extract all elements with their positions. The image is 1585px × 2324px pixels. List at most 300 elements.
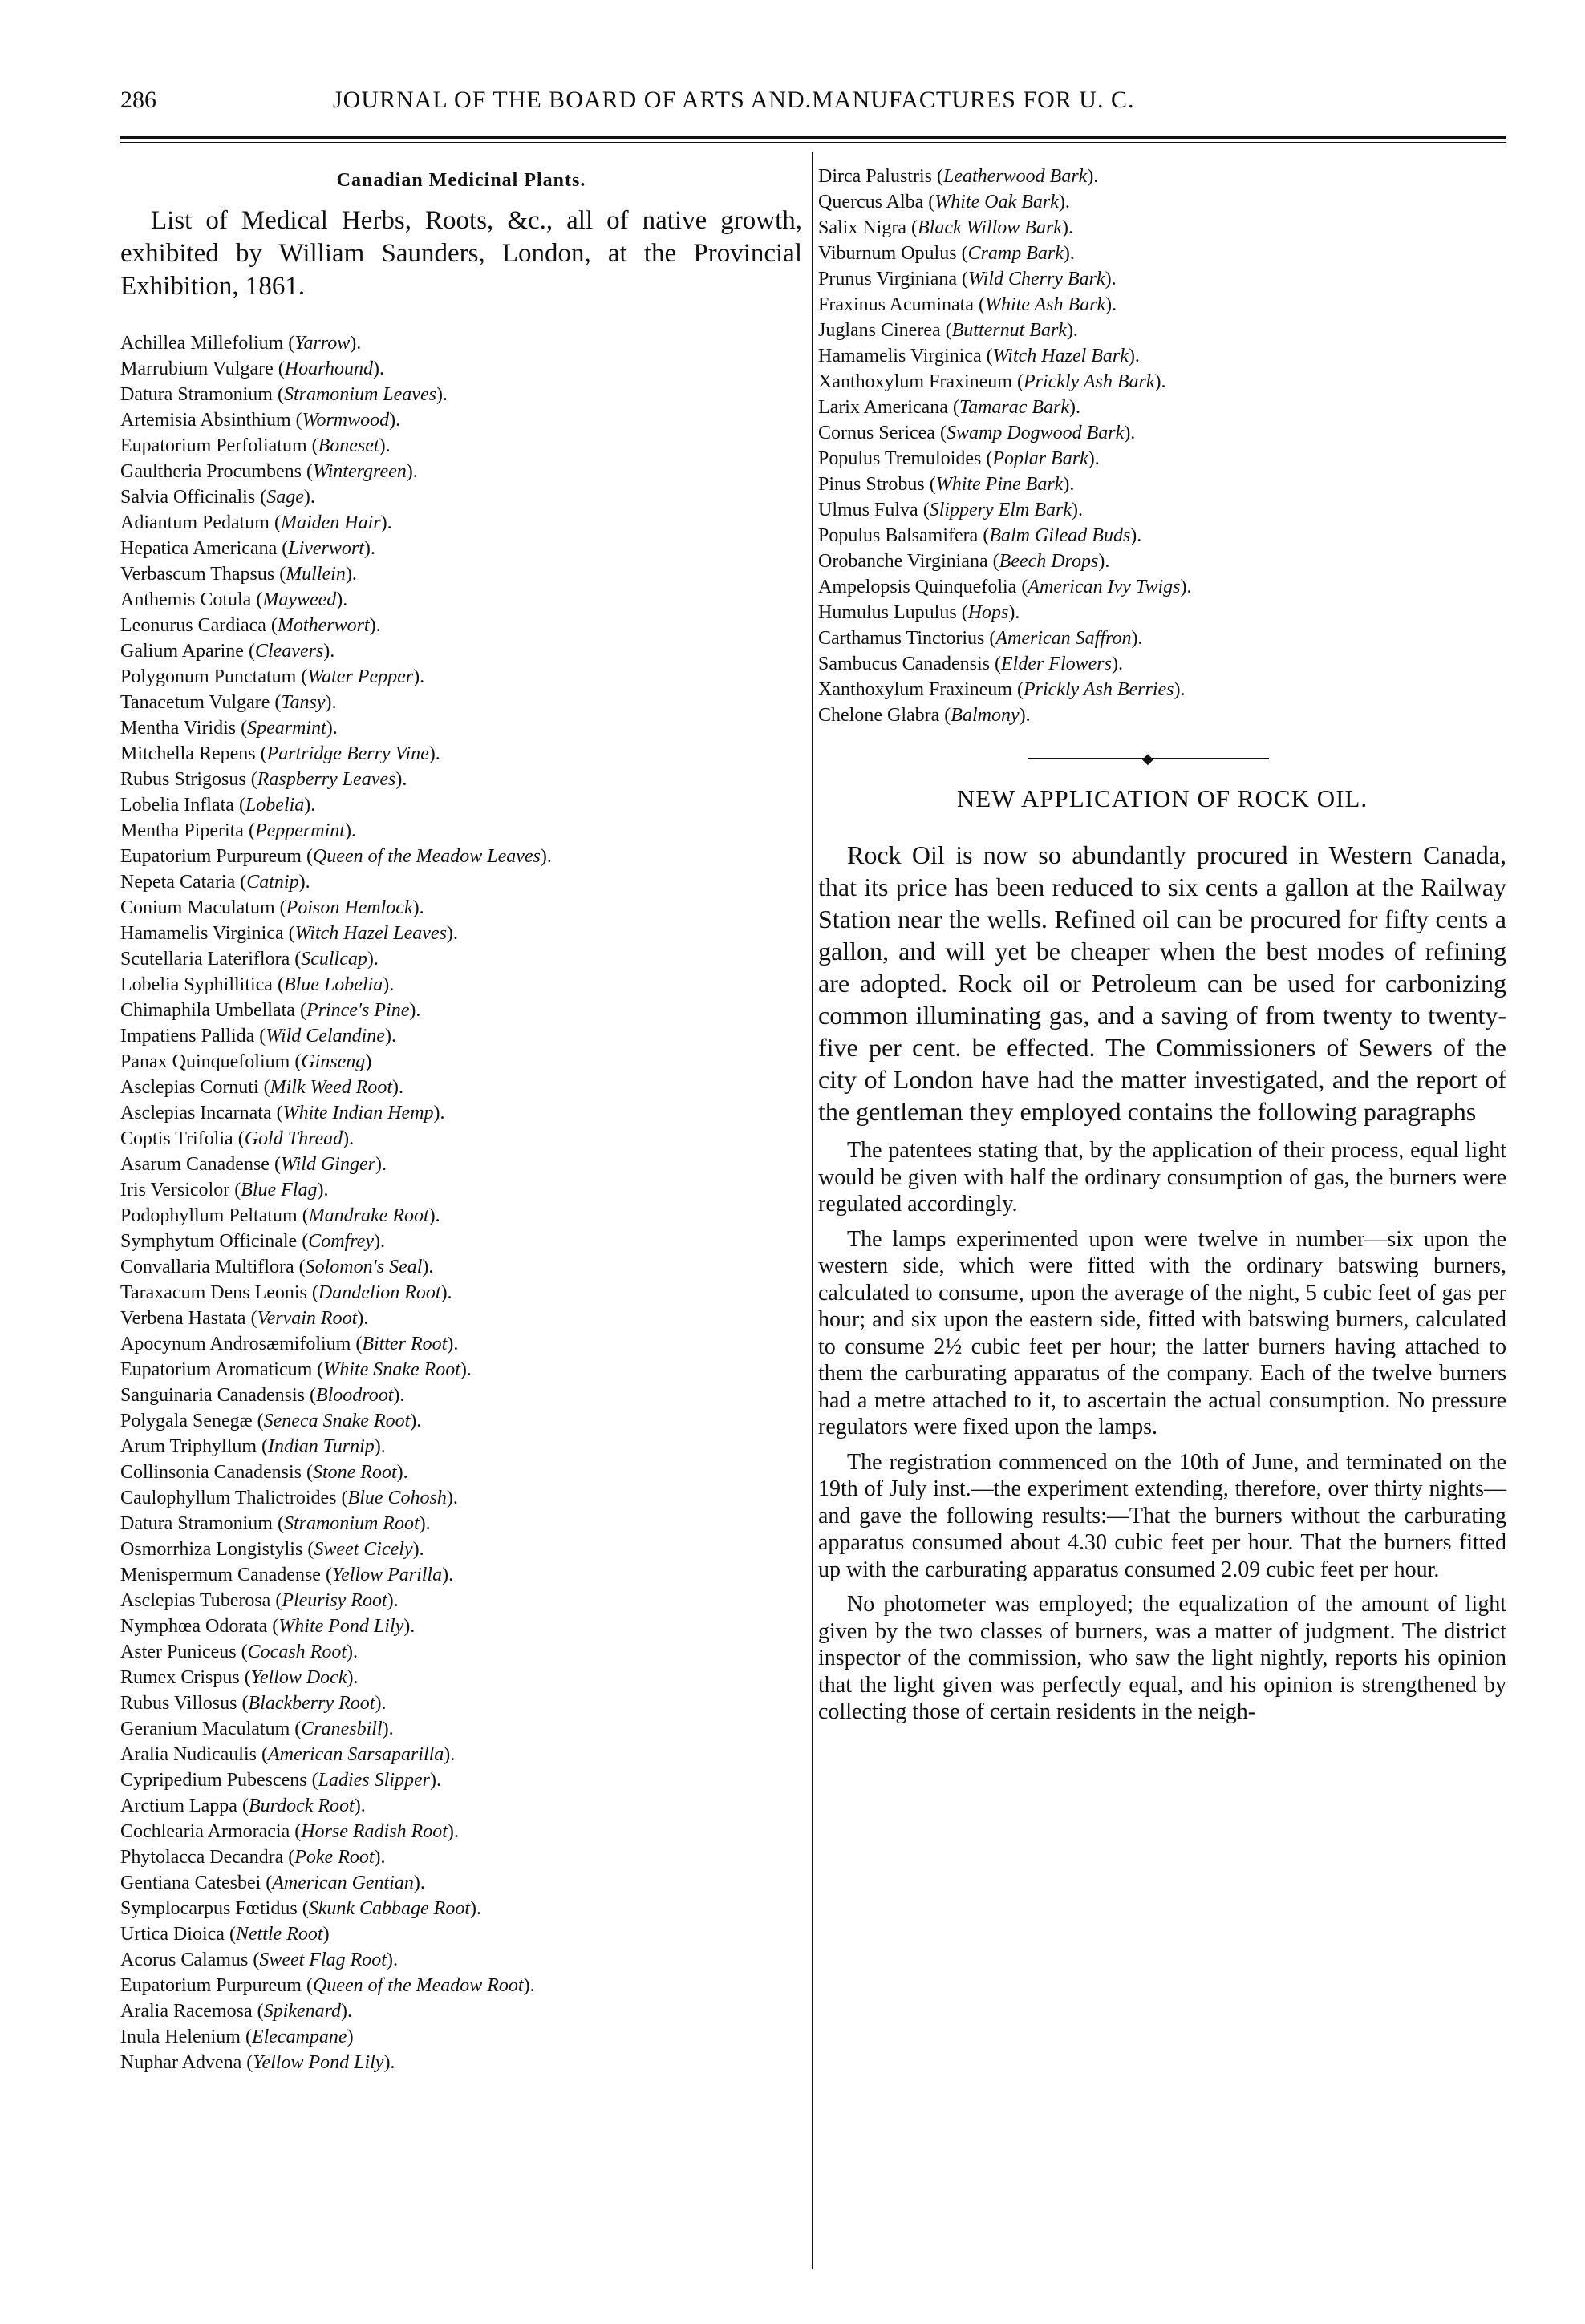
plant-entry-close: ). [1098, 551, 1110, 572]
plant-entry-close: ). [1174, 679, 1186, 700]
plant-entry: Asclepias Incarnata (White Indian Hemp). [120, 1103, 445, 1124]
plant-latin-name: Panax Quinquefolium [120, 1051, 290, 1072]
plant-common-name: Mandrake Root [308, 1205, 429, 1226]
plant-entry: Tanacetum Vulgare (Tansy). [120, 692, 337, 713]
plant-common-name: Peppermint [254, 820, 345, 841]
plant-entry-close: ). [1087, 166, 1099, 187]
plant-list-left [120, 330, 802, 2075]
plant-common-name: Slippery Elm Bark [929, 500, 1072, 520]
plant-common-name: Blue Cohosh [347, 1488, 447, 1508]
plant-entry: Arum Triphyllum (Indian Turnip). [120, 1436, 386, 1457]
plant-entry: Coptis Trifolia (Gold Thread). [120, 1128, 355, 1149]
plant-entry: Xanthoxylum Fraxineum (Prickly Ash Berries). [818, 679, 1186, 700]
plant-entry: Podophyllum Peltatum (Mandrake Root). [120, 1205, 440, 1226]
left-column [120, 160, 802, 2075]
plant-entry: Verbascum Thapsus (Mullein). [120, 564, 357, 585]
plant-latin-name: Populus Balsamifera [818, 525, 979, 546]
plant-entry: Gaultheria Procumbens (Wintergreen). [120, 461, 418, 482]
plant-entry-close: ). [446, 1488, 458, 1508]
plant-latin-name: Verbascum Thapsus [120, 564, 275, 585]
plant-entry: Aster Puniceus (Cocash Root). [120, 1642, 358, 1662]
plant-common-name: Poplar Bark [992, 448, 1088, 469]
plant-common-name: Indian Turnip [268, 1436, 375, 1457]
plant-entry: Taraxacum Dens Leonis (Dandelion Root). [120, 1282, 452, 1303]
plant-entry-close: ). [384, 1026, 396, 1047]
plant-latin-name: Nymphœa Odorata [120, 1616, 268, 1637]
plant-latin-name: Symphytum Officinale [120, 1231, 298, 1252]
plant-common-name: Dandelion Root [318, 1282, 441, 1303]
plant-entry-close: ). [1128, 346, 1140, 366]
plant-entry: Dirca Palustris (Leatherwood Bark). [818, 166, 1099, 187]
plant-entry-close: ). [1063, 474, 1075, 495]
plant-entry-close: ). [380, 512, 392, 533]
plant-latin-name: Convallaria Multiflora [120, 1257, 294, 1277]
header-rule-bottom [120, 142, 1506, 143]
plant-latin-name: Lobelia Inflata [120, 795, 234, 816]
plant-entry-close: ). [442, 1565, 454, 1585]
plant-entry-close: ). [1180, 577, 1192, 597]
plant-entry-close: ). [540, 846, 552, 867]
plant-entry: Lobelia Syphillitica (Blue Lobelia). [120, 974, 395, 995]
plant-common-name: American Gentian [272, 1873, 414, 1893]
plant-entry-close: ). [1019, 705, 1031, 726]
plant-entry: Hepatica Americana (Liverwort). [120, 538, 375, 559]
plant-common-name: Nettle Root [235, 1924, 323, 1945]
plant-latin-name: Chimaphila Umbellata [120, 1000, 295, 1021]
plant-entry: Juglans Cinerea (Butternut Bark). [818, 320, 1078, 341]
plant-latin-name: Rubus Villosus [120, 1693, 237, 1714]
plant-entry-close: ). [372, 358, 384, 379]
plant-latin-name: Lobelia Syphillitica [120, 974, 273, 995]
plant-latin-name: Dirca Palustris [818, 166, 932, 187]
plant-common-name: Spearmint [247, 718, 326, 739]
plant-entry-close: ). [1124, 423, 1136, 443]
plant-common-name: Prince's Pine [306, 1000, 410, 1021]
plant-entry: Aralia Nudicaulis (American Sarsaparilla). [120, 1744, 456, 1765]
plant-latin-name: Gaultheria Procumbens [120, 461, 302, 482]
plant-entry-close: ). [303, 487, 315, 508]
plant-entry-close: ). [375, 1154, 387, 1175]
plant-latin-name: Xanthoxylum Fraxineum [818, 371, 1012, 392]
plant-common-name: Scullcap [301, 949, 367, 970]
plant-common-name: Poison Hemlock [286, 897, 413, 918]
plant-common-name: White Pond Lily [278, 1616, 404, 1637]
column-divider [812, 152, 813, 2269]
plant-common-name: Solomon's Seal [305, 1257, 423, 1277]
plant-latin-name: Artemisia Absinthium [120, 410, 291, 431]
plant-latin-name: Xanthoxylum Fraxineum [818, 679, 1012, 700]
plant-entry-close: ). [1105, 294, 1117, 315]
plant-latin-name: Larix Americana [818, 397, 948, 418]
plant-latin-name: Aralia Nudicaulis [120, 1744, 257, 1765]
plant-common-name: American Saffron [995, 628, 1132, 649]
plant-entry: Datura Stramonium (Stramonium Root). [120, 1513, 431, 1534]
plant-entry: Mitchella Repens (Partridge Berry Vine). [120, 743, 440, 764]
plant-common-name: Wormwood [302, 410, 390, 431]
plant-latin-name: Menispermum Canadense [120, 1565, 321, 1585]
plant-entry: Impatiens Pallida (Wild Celandine). [120, 1026, 396, 1047]
plant-common-name: Sage [266, 487, 304, 508]
plant-common-name: Wintergreen [312, 461, 407, 482]
plant-latin-name: Iris Versicolor [120, 1180, 230, 1200]
plant-entry-close: ) [365, 1051, 372, 1072]
plant-latin-name: Galium Aparine [120, 641, 244, 662]
plant-entry-close: ). [325, 692, 337, 713]
plant-latin-name: Hamamelis Virginica [818, 346, 982, 366]
plant-common-name: Yellow Parilla [331, 1565, 443, 1585]
plant-latin-name: Prunus Virginiana [818, 269, 958, 289]
plant-common-name: White Pine Bark [935, 474, 1064, 495]
plant-latin-name: Salix Nigra [818, 217, 906, 238]
plant-common-name: Balm Gilead Buds [989, 525, 1131, 546]
plant-entry: Symplocarpus Fœtidus (Skunk Cabbage Root). [120, 1898, 481, 1919]
plant-latin-name: Osmorrhiza Longistylis [120, 1539, 303, 1560]
plant-entry: Chimaphila Umbellata (Prince's Pine). [120, 1000, 421, 1021]
plant-latin-name: Tanacetum Vulgare [120, 692, 270, 713]
plant-latin-name: Populus Tremuloides [818, 448, 982, 469]
plant-entry: Panax Quinquefolium (Ginseng) [120, 1051, 372, 1072]
plant-latin-name: Asclepias Incarnata [120, 1103, 272, 1124]
plant-common-name: Cocash Root [247, 1642, 347, 1662]
plant-latin-name: Acorus Calamus [120, 1949, 249, 1970]
plant-common-name: Yellow Pond Lily [253, 2052, 384, 2073]
plant-latin-name: Hamamelis Virginica [120, 923, 284, 944]
plant-common-name: Cramp Bark [967, 243, 1064, 264]
plant-entry-close: ) [347, 2026, 354, 2047]
plant-latin-name: Conium Maculatum [120, 897, 275, 918]
plant-entry: Caulophyllum Thalictroides (Blue Cohosh). [120, 1488, 458, 1508]
plant-common-name: Tamarac Bark [959, 397, 1070, 418]
plant-entry-close: ). [436, 384, 448, 405]
plant-common-name: Balmony [951, 705, 1020, 726]
plant-common-name: White Oak Bark [934, 192, 1059, 213]
article-lead [818, 839, 1506, 1128]
plant-entry-close: ). [346, 1642, 358, 1662]
plant-latin-name: Pinus Strobus [818, 474, 925, 495]
plant-latin-name: Fraxinus Acuminata [818, 294, 974, 315]
plant-latin-name: Aster Puniceus [120, 1642, 237, 1662]
report-paragraph: The lamps experimented upon were twelve in number—six upon the western side, which were fitted with the ordinary batswing burners, calculated to consume, upon the average of the night, 5 cubic feet of gas per hour; and six upon the eastern side, fitted with batswing burners, calculated to consume 2½ cubic feet per hour; the latter burners having attached to them the carburating apparatus of the company. Each of the twelve burners had a metre attached to it, to ascertain the actual consumption. No pressure regulators were fixed upon the lamps. [818, 1226, 1506, 1439]
plant-entry-close: ). [383, 974, 395, 995]
plant-entry: Phytolacca Decandra (Poke Root). [120, 1847, 386, 1868]
plant-common-name: Blue Lobelia [283, 974, 383, 995]
plant-entry-close: ). [403, 1616, 416, 1637]
plant-entry-close: ). [413, 1873, 425, 1893]
plant-entry-close: ). [317, 1180, 329, 1200]
plant-entry: Ulmus Fulva (Slippery Elm Bark). [818, 500, 1083, 520]
plant-entry-close: ). [326, 718, 338, 739]
plant-latin-name: Scutellaria Lateriflora [120, 949, 290, 970]
article-quoted-report [818, 1137, 1506, 1726]
plant-common-name: Black Willow Bark [917, 217, 1062, 238]
plant-latin-name: Salvia Officinalis [120, 487, 256, 508]
plant-entry: Viburnum Opulus (Cramp Bark). [818, 243, 1075, 264]
plant-latin-name: Ulmus Fulva [818, 500, 918, 520]
plant-entry-close: ). [387, 1590, 399, 1611]
plant-entry-close: ). [369, 615, 381, 636]
plant-latin-name: Mentha Piperita [120, 820, 244, 841]
plant-entry-close: ). [429, 1770, 441, 1791]
plant-entry: Eupatorium Purpureum (Queen of the Meadow Leaves). [120, 846, 552, 867]
plant-entry-close: ). [396, 1462, 408, 1483]
plant-common-name: Wild Celandine [266, 1026, 385, 1047]
plant-entry-close: ). [444, 1744, 456, 1765]
ornament-diamond-icon: ◆ [1142, 751, 1153, 767]
plant-common-name: American Sarsaparilla [267, 1744, 444, 1765]
plant-latin-name: Asclepias Cornuti [120, 1077, 259, 1098]
plant-entry: Hamamelis Virginica (Witch Hazel Leaves). [120, 923, 458, 944]
plant-entry-close: ). [373, 1231, 385, 1252]
plant-entry: Chelone Glabra (Balmony). [818, 705, 1031, 726]
plant-common-name: Elecampane [251, 2026, 347, 2047]
plant-entry-close: ). [428, 743, 440, 764]
plant-latin-name: Rubus Strigosus [120, 769, 246, 790]
plant-entry-close: ). [469, 1898, 481, 1919]
plant-common-name: Prickly Ash Berries [1023, 679, 1174, 700]
plant-entry-close: ). [406, 461, 418, 482]
plant-common-name: Blue Flag [241, 1180, 318, 1200]
plant-entry-close: ). [1069, 397, 1081, 418]
plant-entry: Osmorrhiza Longistylis (Sweet Cicely). [120, 1539, 424, 1560]
plant-entry: Orobanche Virginiana (Beech Drops). [818, 551, 1110, 572]
plant-entry-close: ). [357, 1308, 369, 1329]
plant-latin-name: Humulus Lupulus [818, 602, 957, 623]
plant-entry: Aralia Racemosa (Spikenard). [120, 2001, 353, 2022]
plant-common-name: Boneset [318, 435, 379, 456]
plant-entry: Carthamus Tinctorius (American Saffron). [818, 628, 1143, 649]
plant-common-name: Cleavers [254, 641, 324, 662]
plant-entry: Ampelopsis Quinquefolia (American Ivy Twigs). [818, 577, 1192, 597]
plant-common-name: Elder Flowers [1000, 654, 1112, 674]
plant-latin-name: Mentha Viridis [120, 718, 237, 739]
plant-latin-name: Inula Helenium [120, 2026, 241, 2047]
page-number: 286 [120, 87, 156, 113]
plant-common-name: Queen of the Meadow Leaves [312, 846, 541, 867]
plant-common-name: Seneca Snake Root [263, 1411, 411, 1431]
plant-common-name: Horse Radish Root [301, 1821, 448, 1842]
plant-entry: Adiantum Pedatum (Maiden Hair). [120, 512, 392, 533]
plant-common-name: Gold Thread [244, 1128, 343, 1149]
plant-entry: Populus Balsamifera (Balm Gilead Buds). [818, 525, 1142, 546]
plant-entry-close: ). [1061, 217, 1073, 238]
plant-entry: Rumex Crispus (Yellow Dock). [120, 1667, 359, 1688]
plant-entry-close: ). [419, 1513, 431, 1534]
plant-latin-name: Gentiana Catesbei [120, 1873, 261, 1893]
plant-entry-close: ). [395, 769, 407, 790]
plant-latin-name: Orobanche Virginiana [818, 551, 988, 572]
plant-entry-close: ). [354, 1796, 366, 1816]
plant-common-name: Sweet Cicely [314, 1539, 413, 1560]
plant-entry-close: ). [460, 1359, 472, 1380]
plant-entry: Artemisia Absinthium (Wormwood). [120, 410, 401, 431]
plant-latin-name: Chelone Glabra [818, 705, 940, 726]
plant-entry: Mentha Piperita (Peppermint). [120, 820, 356, 841]
plant-latin-name: Verbena Hastata [120, 1308, 246, 1329]
plant-latin-name: Sanguinaria Canadensis [120, 1385, 305, 1406]
plant-entry-close: ). [386, 1949, 398, 1970]
plant-common-name: Liverwort [288, 538, 364, 559]
plant-common-name: Leatherwood Bark [942, 166, 1088, 187]
plant-entry: Polygala Senegæ (Seneca Snake Root). [120, 1411, 422, 1431]
plant-entry: Pinus Strobus (White Pine Bark). [818, 474, 1075, 495]
plant-entry-close: ). [440, 1282, 452, 1303]
plant-entry-close: ). [363, 538, 375, 559]
plant-common-name: Beech Drops [999, 551, 1099, 572]
plant-entry: Marrubium Vulgare (Hoarhound). [120, 358, 384, 379]
plant-latin-name: Taraxacum Dens Leonis [120, 1282, 307, 1303]
plant-entry: Conium Maculatum (Poison Hemlock). [120, 897, 424, 918]
plant-latin-name: Coptis Trifolia [120, 1128, 233, 1149]
plant-entry: Eupatorium Purpureum (Queen of the Meadow Root). [120, 1975, 535, 1996]
plant-common-name: Wild Ginger [280, 1154, 375, 1175]
plant-entry-close: ) [322, 1924, 330, 1945]
plant-entry: Prunus Virginiana (Wild Cherry Bark). [818, 269, 1117, 289]
plant-entry-close: ). [379, 435, 391, 456]
plant-entry: Iris Versicolor (Blue Flag). [120, 1180, 329, 1200]
plant-entry: Cypripedium Pubescens (Ladies Slipper). [120, 1770, 441, 1791]
plant-common-name: Partridge Berry Vine [266, 743, 429, 764]
plant-entry-close: ). [1071, 500, 1083, 520]
plant-entry-close: ). [345, 564, 357, 585]
plant-entry: Quercus Alba (White Oak Bark). [818, 192, 1070, 213]
plant-entry-close: ). [1105, 269, 1117, 289]
plant-common-name: White Ash Bark [984, 294, 1106, 315]
plant-entry: Scutellaria Lateriflora (Scullcap). [120, 949, 379, 970]
plant-common-name: Swamp Dogwood Bark [946, 423, 1125, 443]
plant-common-name: Queen of the Meadow Root [312, 1975, 524, 1996]
plant-entry: Geranium Maculatum (Cranesbill). [120, 1719, 394, 1739]
plant-latin-name: Mitchella Repens [120, 743, 256, 764]
plant-latin-name: Ampelopsis Quinquefolia [818, 577, 1017, 597]
plant-entry-close: ). [1063, 243, 1075, 264]
plant-entry: Larix Americana (Tamarac Bark). [818, 397, 1081, 418]
section-ornament [818, 751, 1506, 767]
plant-entry-close: ). [1066, 320, 1078, 341]
plant-entry-close: ). [343, 1128, 355, 1149]
plant-common-name: Stramonium Leaves [283, 384, 436, 405]
plant-entry: Gentiana Catesbei (American Gentian). [120, 1873, 425, 1893]
plant-entry-close: ). [341, 2001, 353, 2022]
plant-entry-close: ). [323, 641, 335, 662]
plant-entry-close: ). [1008, 602, 1020, 623]
plant-latin-name: Arum Triphyllum [120, 1436, 257, 1457]
plant-latin-name: Anthemis Cotula [120, 589, 252, 610]
article-title: NEW APPLICATION OF ROCK OIL. [956, 784, 1368, 812]
plant-entry-close: ). [393, 1385, 405, 1406]
plant-entry-close: ). [374, 1436, 386, 1457]
plant-entry: Polygonum Punctatum (Water Pepper). [120, 666, 425, 687]
plant-common-name: Burdock Root [248, 1796, 355, 1816]
plant-latin-name: Phytolacca Decandra [120, 1847, 284, 1868]
plant-entry-close: ). [412, 1539, 424, 1560]
plant-entry-close: ). [410, 1411, 422, 1431]
plant-entry: Menispermum Canadense (Yellow Parilla). [120, 1565, 454, 1585]
plant-entry: Achillea Millefolium (Yarrow). [120, 333, 362, 354]
plant-entry: Humulus Lupulus (Hops). [818, 602, 1020, 623]
plant-latin-name: Asarum Canadense [120, 1154, 270, 1175]
plant-entry: Cochlearia Armoracia (Horse Radish Root). [120, 1821, 459, 1842]
plant-latin-name: Eupatorium Aromaticum [120, 1359, 313, 1380]
plant-entry-close: ). [1131, 628, 1143, 649]
plant-latin-name: Cypripedium Pubescens [120, 1770, 307, 1791]
plant-entry-close: ). [523, 1975, 535, 1996]
plant-entry: Galium Aparine (Cleavers). [120, 641, 335, 662]
plant-common-name: White Snake Root [323, 1359, 460, 1380]
plant-entry: Salvia Officinalis (Sage). [120, 487, 315, 508]
plant-common-name: Sweet Flag Root [259, 1949, 387, 1970]
plant-common-name: American Ivy Twigs [1028, 577, 1181, 597]
plant-common-name: Spikenard [263, 2001, 342, 2022]
plant-entry: Convallaria Multiflora (Solomon's Seal). [120, 1257, 434, 1277]
plant-entry: Leonurus Cardiaca (Motherwort). [120, 615, 381, 636]
plant-common-name: Ginseng [301, 1051, 366, 1072]
plant-entry: Xanthoxylum Fraxineum (Prickly Ash Bark). [818, 371, 1166, 392]
plant-latin-name: Asclepias Tuberosa [120, 1590, 271, 1611]
plant-entry-close: ). [389, 410, 401, 431]
plant-latin-name: Geranium Maculatum [120, 1719, 290, 1739]
plant-common-name: Catnip [246, 872, 299, 893]
plant-entry: Mentha Viridis (Spearmint). [120, 718, 338, 739]
plant-latin-name: Nuphar Advena [120, 2052, 242, 2073]
plant-entry: Rubus Villosus (Blackberry Root). [120, 1693, 387, 1714]
plant-entry-close: ). [382, 1719, 394, 1739]
plant-common-name: Blackberry Root [248, 1693, 375, 1714]
plant-entry-close: ). [336, 589, 348, 610]
plant-common-name: Cranesbill [301, 1719, 383, 1739]
plant-common-name: Maiden Hair [280, 512, 381, 533]
plant-entry-close: ). [375, 1693, 387, 1714]
page-header [120, 87, 1505, 119]
plant-latin-name: Eupatorium Perfoliatum [120, 435, 307, 456]
plant-latin-name: Polygonum Punctatum [120, 666, 297, 687]
header-rule-top [120, 136, 1506, 139]
plant-entry-close: ). [1154, 371, 1166, 392]
plant-entry-close: ). [412, 897, 424, 918]
plant-entry: Eupatorium Aromaticum (White Snake Root). [120, 1359, 472, 1380]
plant-common-name: Wild Cherry Bark [968, 269, 1105, 289]
plant-latin-name: Apocynum Androsæmifolium [120, 1334, 351, 1354]
plant-latin-name: Hepatica Americana [120, 538, 278, 559]
plant-latin-name: Juglans Cinerea [818, 320, 941, 341]
plant-latin-name: Podophyllum Peltatum [120, 1205, 298, 1226]
plant-common-name: Stone Root [312, 1462, 397, 1483]
plant-common-name: Yellow Dock [250, 1667, 347, 1688]
report-paragraph: The patentees stating that, by the application of their process, equal light would be given with half the ordinary consumption of gas, the burners were regulated accordingly. [818, 1138, 1506, 1217]
plant-common-name: Butternut Bark [951, 320, 1067, 341]
right-column [818, 160, 1506, 1734]
plant-entry: Sambucus Canadensis (Elder Flowers). [818, 654, 1123, 674]
plant-entry-close: ). [374, 1847, 386, 1868]
plant-common-name: Water Pepper [307, 666, 414, 687]
plant-latin-name: Datura Stramonium [120, 384, 273, 405]
plant-entry: Inula Helenium (Elecampane) [120, 2026, 354, 2047]
plant-entry-close: ). [413, 666, 425, 687]
plant-entry: Datura Stramonium (Stramonium Leaves). [120, 384, 448, 405]
plant-common-name: Mullein [286, 564, 346, 585]
plant-common-name: Stramonium Root [283, 1513, 420, 1534]
plant-entry-close: ). [433, 1103, 445, 1124]
plant-latin-name: Carthamus Tinctorius [818, 628, 985, 649]
plant-latin-name: Caulophyllum Thalictroides [120, 1488, 337, 1508]
plant-entry-close: ). [409, 1000, 421, 1021]
plant-entry: Apocynum Androsæmifolium (Bitter Root). [120, 1334, 459, 1354]
plant-entry-close: ). [1111, 654, 1123, 674]
plant-latin-name: Rumex Crispus [120, 1667, 240, 1688]
plant-entry: Fraxinus Acuminata (White Ash Bark). [818, 294, 1117, 315]
plant-common-name: Skunk Cabbage Root [308, 1898, 470, 1919]
plant-entry-close: ). [344, 820, 356, 841]
plant-entry-close: ). [447, 1334, 459, 1354]
